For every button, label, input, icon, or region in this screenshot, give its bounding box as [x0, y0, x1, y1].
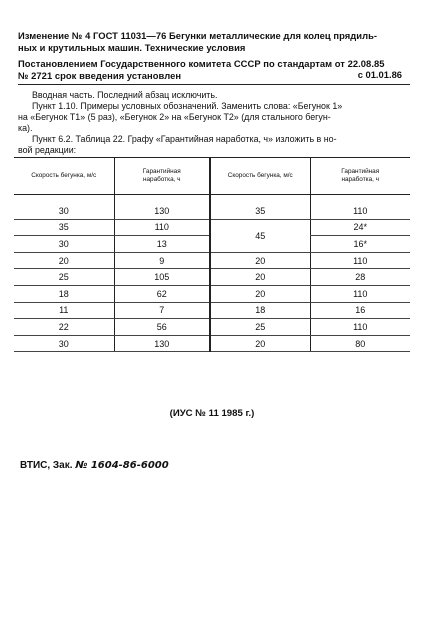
- paragraph-6-2-line2: вой редакции:: [18, 145, 77, 155]
- resolution-line1: Постановлением Государственного комитета СССР по стандартам от 22.08.85: [18, 58, 385, 69]
- table-row: 22 56 25 110: [14, 319, 410, 336]
- paragraph-1-10-line1: Пункт 1.10. Примеры условных обозначений. Заменить слова: «Бегунок 1»: [32, 101, 343, 111]
- paragraph-intro: Вводная часть. Последний абзац исключить.: [32, 90, 218, 100]
- paragraph-6-2-line1: Пункт 6.2. Таблица 22. Графу «Гарантийная наработка, ч» изложить в но-: [32, 134, 337, 144]
- paragraph-1-10-line3: ка).: [18, 123, 33, 133]
- warranty-table: [14, 157, 410, 352]
- table-row: 30 130 35 110: [14, 203, 410, 219]
- header-speed-1: Скорость бегунка, м/с: [14, 158, 114, 195]
- stamp-label: ВТИС, Зак.: [20, 460, 73, 471]
- resolution-line2: № 2721 срок введения установлен: [18, 70, 182, 81]
- header-warranty-2: Гарантийная наработка, ч: [310, 158, 410, 195]
- table-row: 30 130 20 80: [14, 335, 410, 352]
- amendment-title-line2: ных и крутильных машин. Технические условия: [18, 42, 246, 53]
- ius-reference: (ИУС № 11 1985 г.): [169, 408, 255, 419]
- header-speed-2: Скорость бегунка, м/с: [210, 158, 310, 195]
- table-row: 18 62 20 110: [14, 285, 410, 302]
- table-row: 35 110 45 24*: [14, 219, 410, 236]
- table-row: 25 105 20 28: [14, 269, 410, 286]
- header-rule: [18, 84, 410, 85]
- table-row: 20 9 20 110: [14, 252, 410, 269]
- table-row: 11 7 18 16: [14, 302, 410, 319]
- handwritten-order-number: № 1604-86-6000: [75, 460, 169, 471]
- amendment-title-line1: Изменение № 4 ГОСТ 11031—76 Бегунки металлические для колец прядиль-: [18, 30, 378, 41]
- print-stamp: [20, 460, 169, 471]
- header-warranty-1: Гарантийная наработка, ч: [114, 158, 210, 195]
- table-row: 30 13 16*: [14, 236, 410, 253]
- paragraph-1-10-line2: на «Бегунок Т1» (5 раз), «Бегунок 2» на «Бегунок Т2» (для стального бегун-: [18, 112, 331, 122]
- effective-date: с 01.01.86: [357, 69, 402, 80]
